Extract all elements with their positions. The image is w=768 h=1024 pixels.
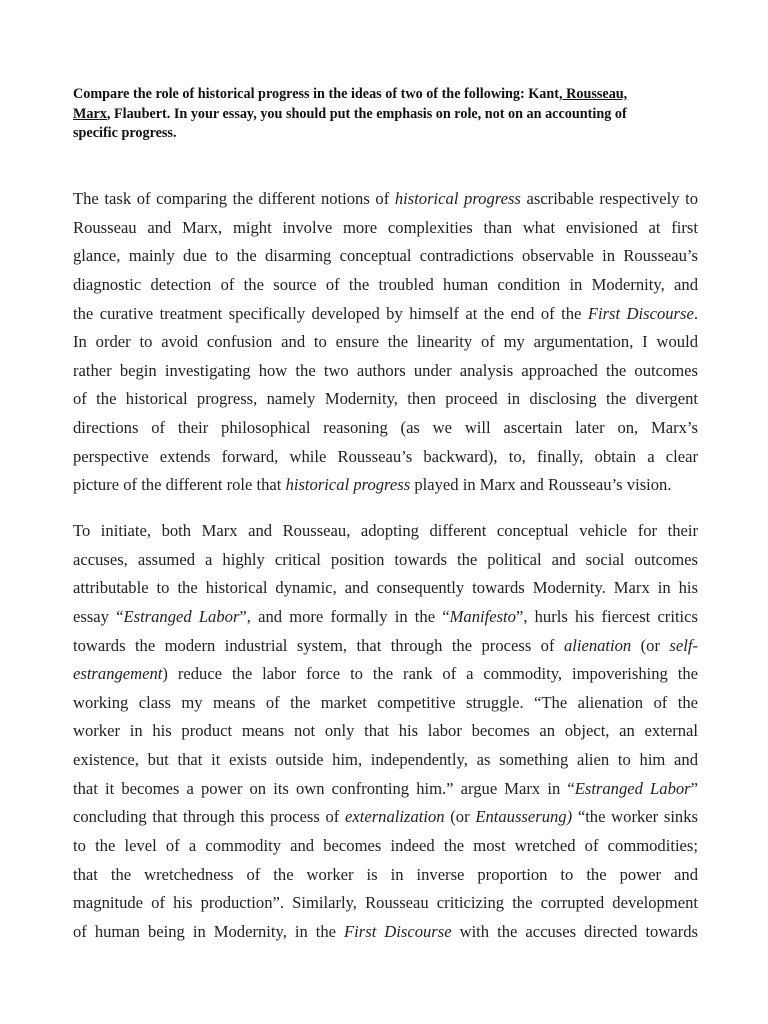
essay-prompt xyxy=(73,85,698,144)
text-line: worker in his product means not only that his labor becomes an object, an external xyxy=(73,721,698,741)
paragraph-2 xyxy=(73,517,698,947)
text-line: concluding that through this process of externalization (or Entausserung) “the worker sinks xyxy=(73,807,698,827)
text-line: that it becomes a power on its own confronting him.” argue Marx in “Estranged Labor” xyxy=(73,778,698,798)
text-line: diagnostic detection of the source of the troubled human condition in Modernity, and xyxy=(73,274,698,294)
text-line: estrangement) reduce the labor force to the rank of a commodity, impoverishing the xyxy=(73,664,698,684)
text-line: of human being in Modernity, in the First Discourse with the accuses directed towards xyxy=(73,921,698,941)
text-line: In order to avoid confusion and to ensure the linearity of my argumentation, I would xyxy=(73,332,698,352)
prompt-text: Compare the role of historical progress in the ideas of two of the following: Kant xyxy=(73,86,560,102)
text-line: of the historical progress, namely Modernity, then proceed in disclosing the divergent xyxy=(73,389,698,409)
text-line: rather begin investigating how the two authors under analysis approached the outcomes xyxy=(73,360,698,380)
text-line: directions of their philosophical reasoning (as we will ascertain later on, Marx’s xyxy=(73,418,698,438)
prompt-text: specific progress. xyxy=(73,125,177,141)
text-line: existence, but that it exists outside him, independently, as something alien to him and xyxy=(73,750,698,770)
text-line: To initiate, both Marx and Rousseau, adopting different conceptual vehicle for their xyxy=(73,521,698,540)
text-line: that the wretchedness of the worker is in inverse proportion to the power and xyxy=(73,864,698,884)
text-line: towards the modern industrial system, that through the process of alienation (or self- xyxy=(73,635,698,655)
prompt-text: , Flaubert. In your essay, you should put the emphasis on role, not on an accounting of xyxy=(106,105,627,122)
prompt-underlined-rousseau: , Rousseau, xyxy=(559,86,628,102)
text-line: picture of the different role that historical progress played in Marx and Rousseau’s vision. xyxy=(73,475,672,495)
prompt-underlined-marx: Marx xyxy=(73,105,107,122)
text-line: essay “Estranged Labor”, and more formally in the “Manifesto”, hurls his fiercest critics xyxy=(73,606,698,626)
text-line: The task of comparing the different notions of historical progress ascribable respectively to xyxy=(73,189,698,208)
text-line: accuses, assumed a highly critical position towards the political and social outcomes xyxy=(73,549,698,569)
text-line: glance, mainly due to the disarming conceptual contradictions observable in Rousseau’s xyxy=(73,246,698,266)
text-line: magnitude of his production”. Similarly, Rousseau criticizing the corrupted development xyxy=(73,893,698,913)
text-line: Rousseau and Marx, might involve more complexities than what envisioned at first xyxy=(73,217,698,237)
text-line: the curative treatment specifically developed by himself at the end of the First Discourse. xyxy=(73,303,698,323)
text-line: to the level of a commodity and becomes indeed the most wretched of commodities; xyxy=(73,836,698,856)
paragraph-1 xyxy=(73,185,698,500)
text-line: attributable to the historical dynamic, and consequently towards Modernity. Marx in his xyxy=(73,578,698,598)
text-line: working class my means of the market competitive struggle. “The alienation of the xyxy=(73,692,698,712)
text-line: perspective extends forward, while Rousseau’s backward), to, finally, obtain a clear xyxy=(73,446,698,466)
